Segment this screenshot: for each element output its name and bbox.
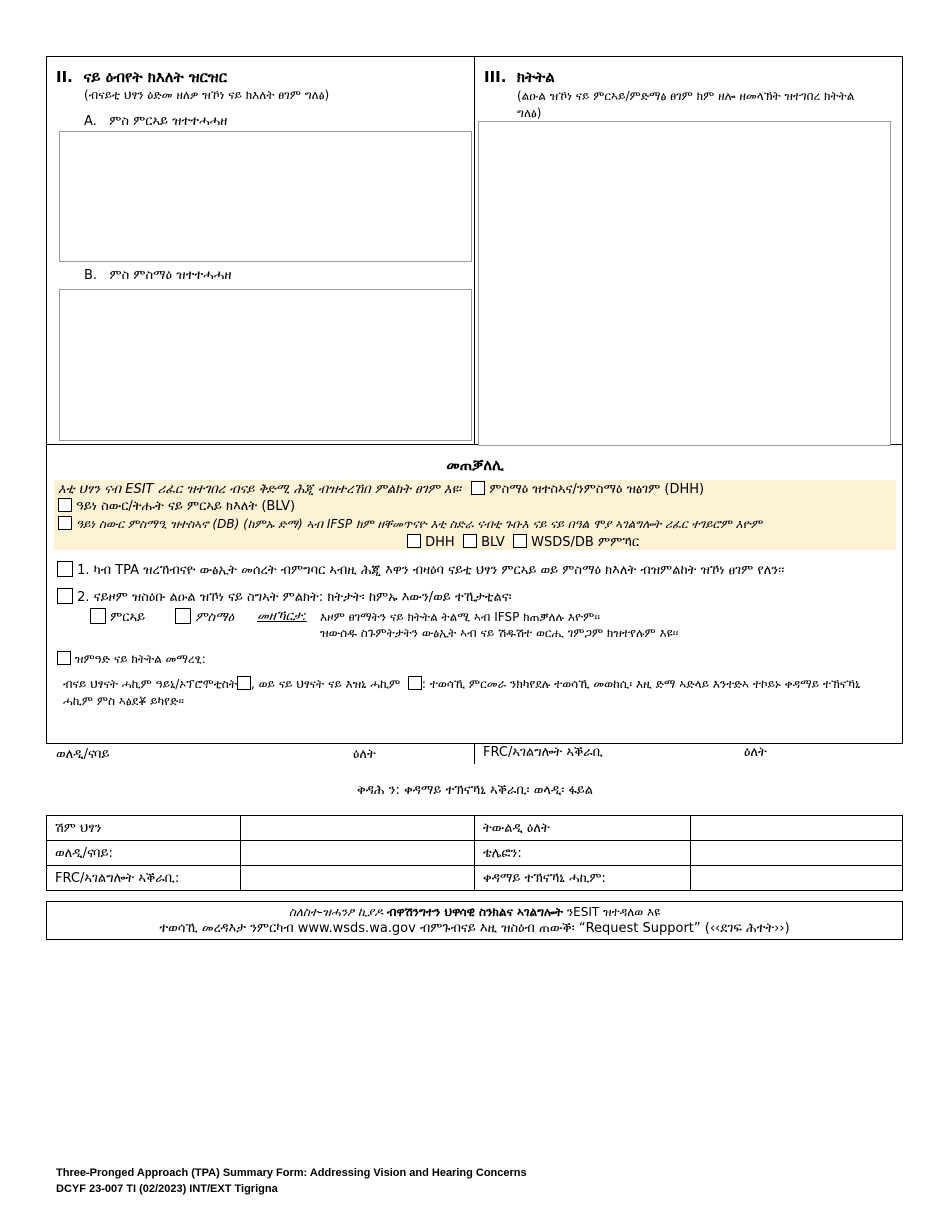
column-divider: [474, 56, 475, 445]
section2-number: II.: [56, 68, 73, 86]
blv-option-label: ዓይነ ስውር/ትሑት ናይ ምርኣይ ክእለት (BLV): [76, 499, 296, 514]
hearing-textarea[interactable]: [59, 289, 472, 441]
referral-line-2: [58, 498, 295, 514]
referral-intro: እቲ ህፃን ናብ ESIT ሪፈር ዝተገበረ ብናይ ቅድሚ ሕጂ ብዝተረኸበ ምልክት ፀገም እዩ፡: [58, 482, 462, 497]
dhh-checkbox[interactable]: [471, 481, 485, 495]
vision-label: [84, 114, 227, 129]
vision-text: ምስ ምርኣይ ዝተተሓሓዘ: [109, 114, 228, 129]
frc-field[interactable]: [241, 866, 475, 891]
phone-field[interactable]: [691, 841, 903, 866]
birth-date-label: ትውልዲ ዕለት: [475, 816, 691, 841]
signature-divider: [474, 744, 475, 764]
recommended-followup: [57, 651, 206, 667]
provider-date-label: ዕለት: [744, 745, 767, 760]
note-line-2: ዝውሰዱ ስጉምትታትን ውፅኢት ኣብ ናይ ሽዱሽተ ወርሒ ገምጋም ክዝተየሉም እዩ፡፡: [320, 626, 679, 640]
risk-signs-text: 2. ናይዞም ዝስዕቡ ልዑል ዝኾነ ናይ ስግኣት ምልክት: ክትታት፡ ከምኡ እውን/ወይ ተኺታቲልና፡: [77, 590, 512, 605]
support-for-text: ንESIT ዝተዳለወ እዩ: [566, 905, 661, 919]
section2-title: ናይ ዕብየት ክእለት ዝርዝር: [83, 68, 227, 86]
blv-referral-checkbox[interactable]: [463, 534, 477, 548]
frc-label: FRC/ኣገልግሎት ኣቕራቢ:: [47, 866, 241, 891]
db-checkbox[interactable]: [58, 516, 72, 530]
para-part-1: ብናይ ህፃናት ሓኪም ዓይኒ/ኦፕሮሞቲስት: [63, 677, 237, 691]
note-line-1: እዞም ፀገማትን ናይ ክትትል ትልሚ ኣብ IFSP ክጠቓለሉ እዮም፡፡: [320, 610, 601, 624]
para-part-2: , ወይ ናይ ህፃናት ናይ እዝኒ ሓኪም: [250, 677, 401, 691]
hearing-risk-checkbox[interactable]: [175, 608, 191, 624]
form-title: Three-Pronged Approach (TPA) Summary Form: Addressing Vision and Hearing Concerns: [56, 1167, 527, 1179]
no-concern-checkbox[interactable]: [57, 561, 73, 577]
hearing-risk-label: ምስማዕ: [195, 610, 235, 625]
db-option-label: ዓይነ ስውር ምስማዒ ዝተስኣኖ (DB) (ከምኡ ድማ) ኣብ IFSP ክም ዘቐመጥናዮ እቲ ስድራ ናብቲ ጉቡእ ናይ ናይ በዓል ሞያ ኣገልግሎት ሪፈር ተገይሮም እዮም: [75, 517, 762, 531]
hearing-label: [84, 268, 231, 283]
section3-note: (ልዑል ዝኾነ ናይ ምርኣይ/ምድማፅ ፀገም ክም ዘሎ ዘመላኽት ዝተገበረ ክትትል ግለፅ): [517, 89, 855, 120]
section2-note: (ብናይቲ ህፃን ዕድመ ዘለዎ ዝኾነ ናይ ክእለት ፀገም ግለፅ): [84, 88, 330, 102]
section3-heading: [484, 68, 555, 86]
section3-title: ክትትል: [516, 68, 555, 86]
form-code: DCYF 23-007 TI (02/2023) INT/EXT Tigrigna: [56, 1183, 278, 1195]
no-concern-text: 1. ካብ TPA ዝረኸብናዮ ውፅኢት መሰረት ብምግባር ኣብዚ ሕጂ እዋን ብዛዕባ ናይቲ ህፃን ምርኣይ ወይ ምስማዕ ክእለት ብዝምልከት ዝኾነ ፀገም የለን፡፡: [77, 563, 785, 578]
blv-checkbox[interactable]: [58, 498, 72, 512]
support-line-2: ተወሳኺ መረዳእታ ንምርካብ www.wsds.wa.gov ብምጉብናይ እዚ ዝስዕብ ጠውቕ፡ “Request Support” (‹‹ደገፍ ሕተት››): [159, 921, 790, 936]
item-risk-signs: [57, 588, 512, 605]
referral-line-1: [58, 481, 704, 497]
conclusion-title: መጠቓለሊ: [446, 456, 504, 474]
table-row: [47, 866, 903, 891]
referral-line-3: [58, 516, 762, 532]
provider-signature-label: FRC/ኣገልግሎት ኣቕራቢ: [483, 745, 603, 760]
followup-paragraph: [63, 676, 878, 710]
child-name-field[interactable]: [241, 816, 475, 841]
wsds-referral-checkbox[interactable]: [513, 534, 527, 548]
followup-textarea[interactable]: [478, 121, 891, 446]
table-row: [47, 841, 903, 866]
parent-signature-label: ወለዲ/ናባይ: [56, 747, 110, 762]
copy-distribution: ቅዳሕ ን: ቀዳማይ ተኽናኻኒ ኣቕራቢ፡ ወላዲ፡ ፋይል: [357, 783, 593, 798]
followup-label: ዝምዓድ ናይ ክትትል መማረፂ:: [74, 652, 206, 666]
table-row: [47, 816, 903, 841]
risk-signs-checkbox[interactable]: [57, 588, 73, 604]
ent-checkbox[interactable]: [408, 676, 422, 690]
risk-options-row: [90, 608, 234, 625]
birth-date-field[interactable]: [691, 816, 903, 841]
followup-checkbox[interactable]: [57, 651, 71, 665]
hearing-letter: B.: [84, 268, 98, 283]
vision-risk-label: ምርኣይ: [110, 610, 146, 625]
vision-letter: A.: [84, 114, 97, 129]
dhh-referral-checkbox[interactable]: [407, 534, 421, 548]
doctor-field[interactable]: [691, 866, 903, 891]
parent-field[interactable]: [241, 841, 475, 866]
section2-heading: [56, 68, 227, 86]
item-no-concern: [57, 561, 784, 578]
referral-line-4: [407, 534, 639, 550]
child-name-label: ሽም ህፃን: [47, 816, 241, 841]
support-org-text: ብዋሽንግተን ህዋሳዊ ስንክልና ኣገልግሎት: [386, 905, 564, 919]
optometrist-checkbox[interactable]: [237, 676, 251, 690]
phone-label: ቴሌፎን:: [475, 841, 691, 866]
vision-textarea[interactable]: [59, 131, 472, 262]
blv-referral-label: BLV: [481, 535, 505, 550]
wsds-referral-label: WSDS/DB ምምኻር: [531, 535, 640, 550]
info-table: [46, 815, 903, 891]
vision-risk-checkbox[interactable]: [90, 608, 106, 624]
note-label: መዘኻርታ:: [257, 609, 307, 624]
section3-number: III.: [484, 68, 507, 86]
parent-label: ወለዲ/ናባይ:: [47, 841, 241, 866]
support-approach-text: ስለስተ-ዝሓንፆ ኪያዶ: [288, 905, 383, 919]
dhh-option-label: ምስማዕ ዝተስኣና/ንምስማዕ ዝፅገም (DHH): [489, 482, 705, 497]
parent-date-label: ዕለት: [353, 747, 376, 762]
dhh-referral-label: DHH: [425, 535, 455, 550]
para-part-3: : ተወሳኺ ምርመራ ንክካየደሉ ተወሳኺ መወከሲ፡ እዚ ድማ ኣድላይ እንተድኣ ተኮይኑ ቀዳማይ ተኽናኻኒ ሓኪም ምስ ኣፅደቖ ይካየድ፡፡: [63, 677, 861, 708]
doctor-label: ቀዳማይ ተኽናኻኒ ሓኪም:: [475, 866, 691, 891]
support-line-1: [46, 905, 903, 920]
hearing-text: ምስ ምስማዕ ዝተተሓሓዘ: [109, 268, 232, 283]
